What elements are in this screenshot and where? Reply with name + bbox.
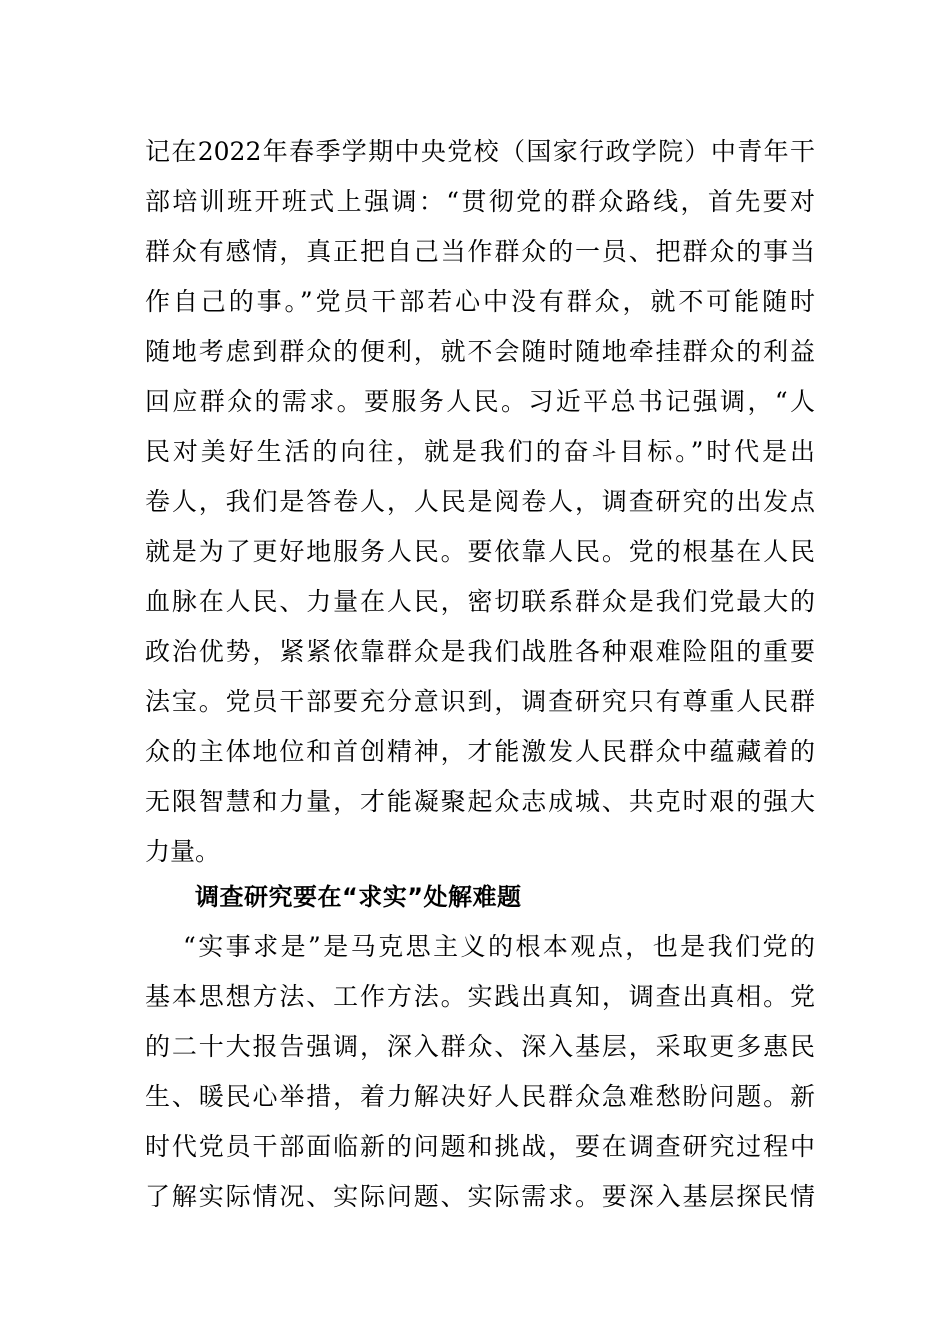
text-line: 力量。 <box>145 837 221 866</box>
text-line: 时代党员干部面临新的问题和挑战，要在调查研究过程中 <box>145 1132 815 1161</box>
text-line: 部培训班开班式上强调：“贯彻党的群众路线，首先要对 <box>145 187 815 216</box>
text-line: 记在2022年春季学期中央党校（国家行政学院）中青年干 <box>145 137 815 166</box>
text-line: 的二十大报告强调，深入群众、深入基层，采取更多惠民 <box>145 1032 815 1061</box>
text-line: 卷人，我们是答卷人，人民是阅卷人，调查研究的出发点 <box>145 487 815 516</box>
section-heading: 调查研究要在“求实”处解难题 <box>195 883 522 911</box>
section-block <box>145 872 815 1222</box>
text-line: 回应群众的需求。要服务人民。习近平总书记强调，“人 <box>145 387 815 416</box>
body-paragraph-1 <box>145 127 815 877</box>
text-line: 作自己的事。”党员干部若心中没有群众，就不可能随时 <box>145 287 815 316</box>
text-line: 众的主体地位和首创精神，才能激发人民群众中蕴藏着的 <box>145 737 815 766</box>
text-line: 法宝。党员干部要充分意识到，调查研究只有尊重人民群 <box>145 687 815 716</box>
text-line: 无限智慧和力量，才能凝聚起众志成城、共克时艰的强大 <box>145 787 815 816</box>
text-line: 民对美好生活的向往，就是我们的奋斗目标。”时代是出 <box>145 437 815 466</box>
text-line: 就是为了更好地服务人民。要依靠人民。党的根基在人民 <box>145 537 815 566</box>
text-line: 政治优势，紧紧依靠群众是我们战胜各种艰难险阻的重要 <box>145 637 815 666</box>
text-line: 血脉在人民、力量在人民，密切联系群众是我们党最大的 <box>145 587 815 616</box>
text-line: 群众有感情，真正把自己当作群众的一员、把群众的事当 <box>145 237 815 266</box>
text-line: 随地考虑到群众的便利，就不会随时随地牵挂群众的利益 <box>145 337 815 366</box>
text-line: 了解实际情况、实际问题、实际需求。要深入基层探民情 <box>145 1182 815 1211</box>
text-line: “实事求是”是马克思主义的根本观点，也是我们党的 <box>183 932 815 961</box>
text-line: 生、暖民心举措，着力解决好人民群众急难愁盼问题。新 <box>145 1082 815 1111</box>
text-line: 基本思想方法、工作方法。实践出真知，调查出真相。党 <box>145 982 815 1011</box>
